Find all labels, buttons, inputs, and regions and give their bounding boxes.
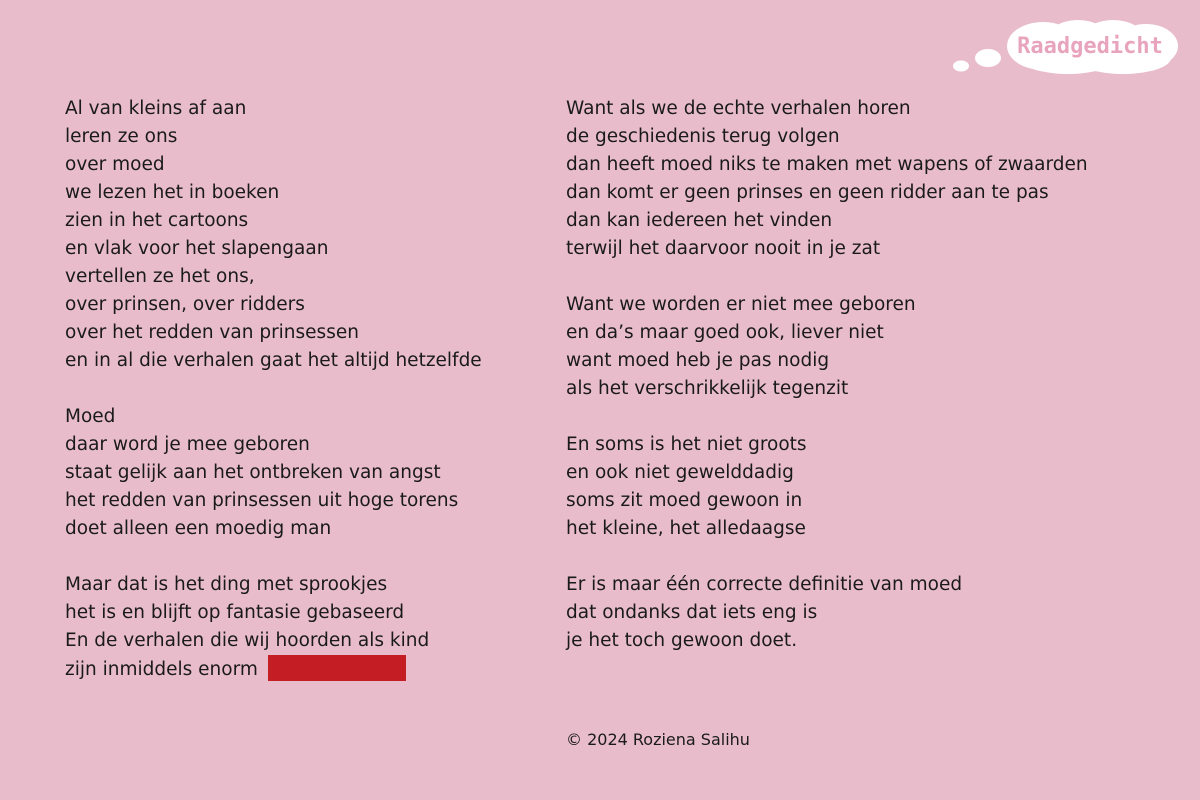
poem-line: dan komt er geen prinses en geen ridder aan te pas — [566, 182, 1049, 203]
logo-text: Raadgedicht — [1017, 34, 1163, 59]
poem-line: daar word je mee geboren — [65, 434, 310, 455]
poem-line: het redden van prinsessen uit hoge torens — [65, 490, 459, 511]
poem-line: soms zit moed gewoon in — [566, 490, 803, 511]
poem-line: Want we worden er niet mee geboren — [566, 294, 916, 315]
poem-line: terwijl het daarvoor nooit in je zat — [566, 238, 881, 259]
poem-line: het kleine, het alledaagse — [566, 518, 806, 539]
poem-line: En soms is het niet groots — [566, 434, 807, 455]
poem-line: dan heeft moed niks te maken met wapens of zwaarden — [566, 154, 1088, 175]
poem-line: zien in het cartoons — [65, 210, 249, 231]
poem-line: als het verschrikkelijk tegenzit — [566, 378, 849, 399]
poem-line: doet alleen een moedig man — [65, 518, 332, 539]
poem-line: de geschiedenis terug volgen — [566, 126, 840, 147]
poem-right-column — [566, 95, 1166, 655]
poem-line: leren ze ons — [65, 126, 178, 147]
poem-stanza — [566, 571, 1166, 655]
poem-left-column — [65, 95, 535, 684]
poem-line: over het redden van prinsessen — [65, 322, 359, 343]
poem-line: Moed — [65, 406, 116, 427]
poem-line: je het toch gewoon doet. — [566, 630, 798, 651]
poem-stanza — [65, 403, 535, 543]
poem-line: staat gelijk aan het ontbreken van angst — [65, 462, 441, 483]
poem-line: en da’s maar goed ook, liever niet — [566, 322, 884, 343]
poem-line: dat ondanks dat iets eng is — [566, 602, 818, 623]
poem-line: En de verhalen die wij hoorden als kind — [65, 630, 430, 651]
poem-line: Er is maar één correcte definitie van moed — [566, 574, 963, 595]
redacted-word-block — [268, 655, 406, 681]
copyright-notice: © 2024 Roziena Salihu — [566, 730, 750, 749]
poem-stanza — [566, 95, 1166, 263]
poem-line: Want als we de echte verhalen horen — [566, 98, 911, 119]
thought-cloud-icon — [948, 18, 1188, 80]
poem-line: en vlak voor het slapengaan — [65, 238, 329, 259]
poem-line: Al van kleins af aan — [65, 98, 247, 119]
poem-stanza — [566, 431, 1166, 543]
poem-line: dan kan iedereen het vinden — [566, 210, 833, 231]
poem-stanza — [65, 571, 535, 684]
poem-line: want moed heb je pas nodig — [566, 350, 830, 371]
poem-line: Maar dat is het ding met sprookjes — [65, 574, 388, 595]
raadgedicht-logo — [948, 18, 1188, 80]
poem-line: we lezen het in boeken — [65, 182, 280, 203]
poem-line: en in al die verhalen gaat het altijd hetzelfde — [65, 350, 482, 371]
poem-line: het is en blijft op fantasie gebaseerd — [65, 602, 405, 623]
poem-line: en ook niet gewelddadig — [566, 462, 794, 483]
poem-line: vertellen ze het ons, — [65, 266, 255, 287]
poem-line: zijn inmiddels enorm — [65, 655, 535, 684]
poem-stanza — [65, 95, 535, 375]
poem-line: over moed — [65, 154, 165, 175]
poem-line: over prinsen, over ridders — [65, 294, 305, 315]
poem-stanza — [566, 291, 1166, 403]
